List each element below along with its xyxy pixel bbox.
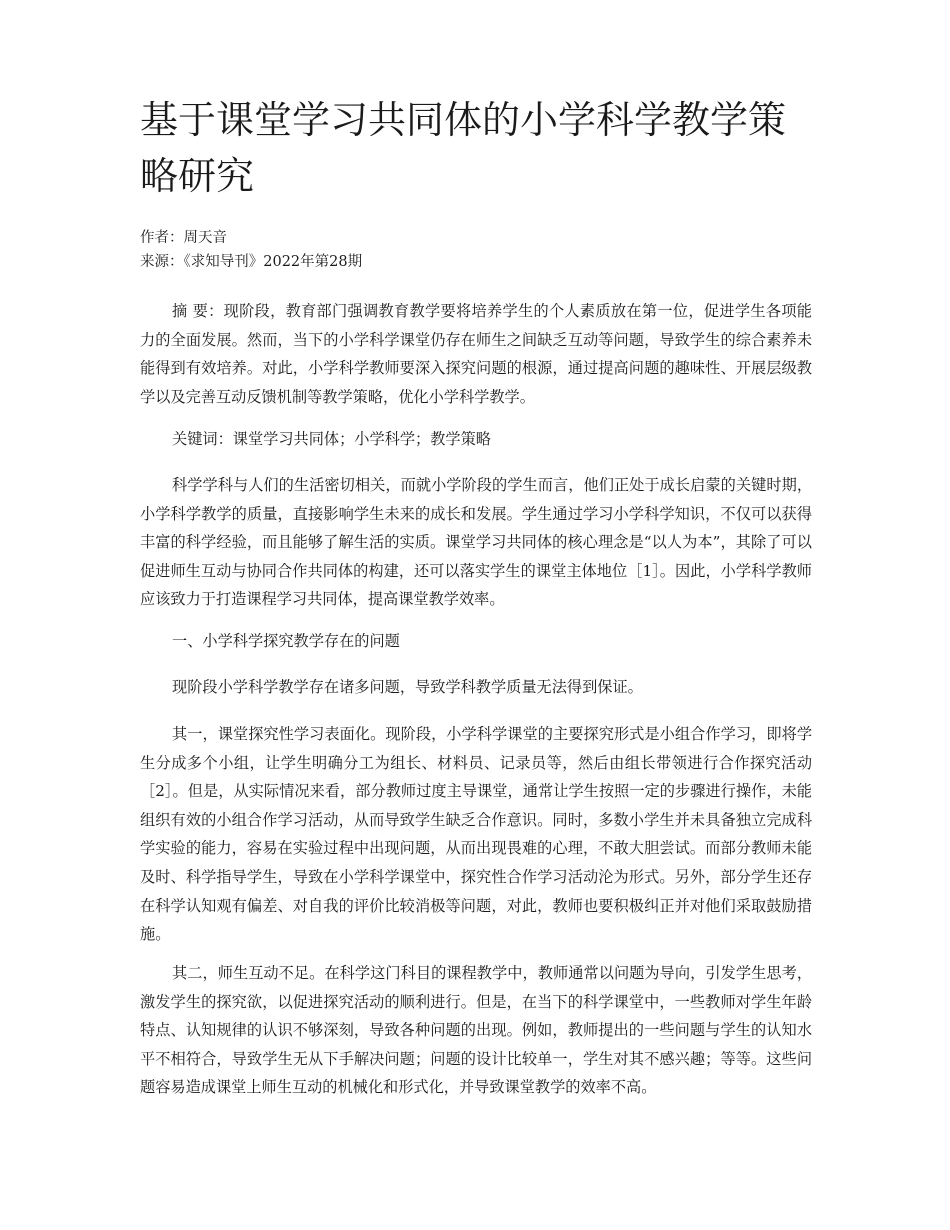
article-title: 基于课堂学习共同体的小学科学教学策略研究 [140, 98, 787, 198]
author-line: 作者：周天音 [140, 230, 227, 246]
section-heading: 一、小学科学探究教学存在的问题 [172, 632, 400, 650]
abstract-paragraph: 摘 要：现阶段，教育部门强调教育教学要将培养学生的个人素质放在第一位，促进学生各项能力的全面发展。然而，当下的小学科学课堂仍存在师生之间缺乏互动等问题，导致学生的综合素养未能得到有效培养。对此，小学科学教师要深入探究问题的根源，通过提高问题的趣味性、开展层级教学以及完善互动反馈机制等教学策略，优化小学科学教学。 [140, 302, 812, 406]
status-paragraph: 现阶段小学科学教学存在诸多问题，导致学科教学质量无法得到保证。 [172, 678, 643, 696]
second-problem-paragraph: 其二，师生互动不足。在科学这门科目的课程教学中，教师通常以问题为导向，引发学生思考，激发学生的探究欲，以促进探究活动的顺利进行。但是，在当下的科学课堂中，一些教师对学生年龄特点、认知规律的认识不够深刻，导致各种问题的出现。例如，教师提出的一些问题与学生的认知水平不相符合，导致学生无从下手解决问题；问题的设计比较单一，学生对其不感兴趣；等等。这些问题容易造成课堂上师生互动的机械化和形式化，并导致课堂教学的效率不高。 [140, 964, 812, 1097]
intro-paragraph: 科学学科与人们的生活密切相关，而就小学阶段的学生而言，他们正处于成长启蒙的关键时期，小学科学教学的质量，直接影响学生未来的成长和发展。学生通过学习小学科学知识，不仅可以获得丰富的科学经验，而且能够了解生活的实质。课堂学习共同体的核心理念是“以人为本”，其除了可以促进师生互动与协同合作共同体的构建，还可以落实学生的课堂主体地位［1］。因此，小学科学教师应该致力于打造课程学习共同体，提高课堂教学效率。 [140, 476, 812, 609]
source-line: 来源：《求知导刊》2022年第28期 [140, 254, 363, 270]
keywords-paragraph: 关键词：课堂学习共同体；小学科学；教学策略 [172, 430, 491, 448]
first-problem-paragraph: 其一，课堂探究性学习表面化。现阶段，小学科学课堂的主要探究形式是小组合作学习，即将学生分成多个小组，让学生明确分工为组长、材料员、记录员等，然后由组长带领进行合作探究活动［2］。但是，从实际情况来看，部分教师过度主导课堂，通常让学生按照一定的步骤进行操作，未能组织有效的小组合作学习活动，从而导致学生缺乏合作意识。同时，多数小学生并未具备独立完成科学实验的能力，容易在实验过程中出现问题，从而出现畏难的心理，不敢大胆尝试。而部分教师未能及时、科学指导学生，导致在小学科学课堂中，探究性合作学习活动沦为形式。另外，部分学生还存在科学认知观有偏差、对自我的评价比较消极等问题，对此，教师也要积极纠正并对他们采取鼓励措施。 [140, 725, 812, 944]
